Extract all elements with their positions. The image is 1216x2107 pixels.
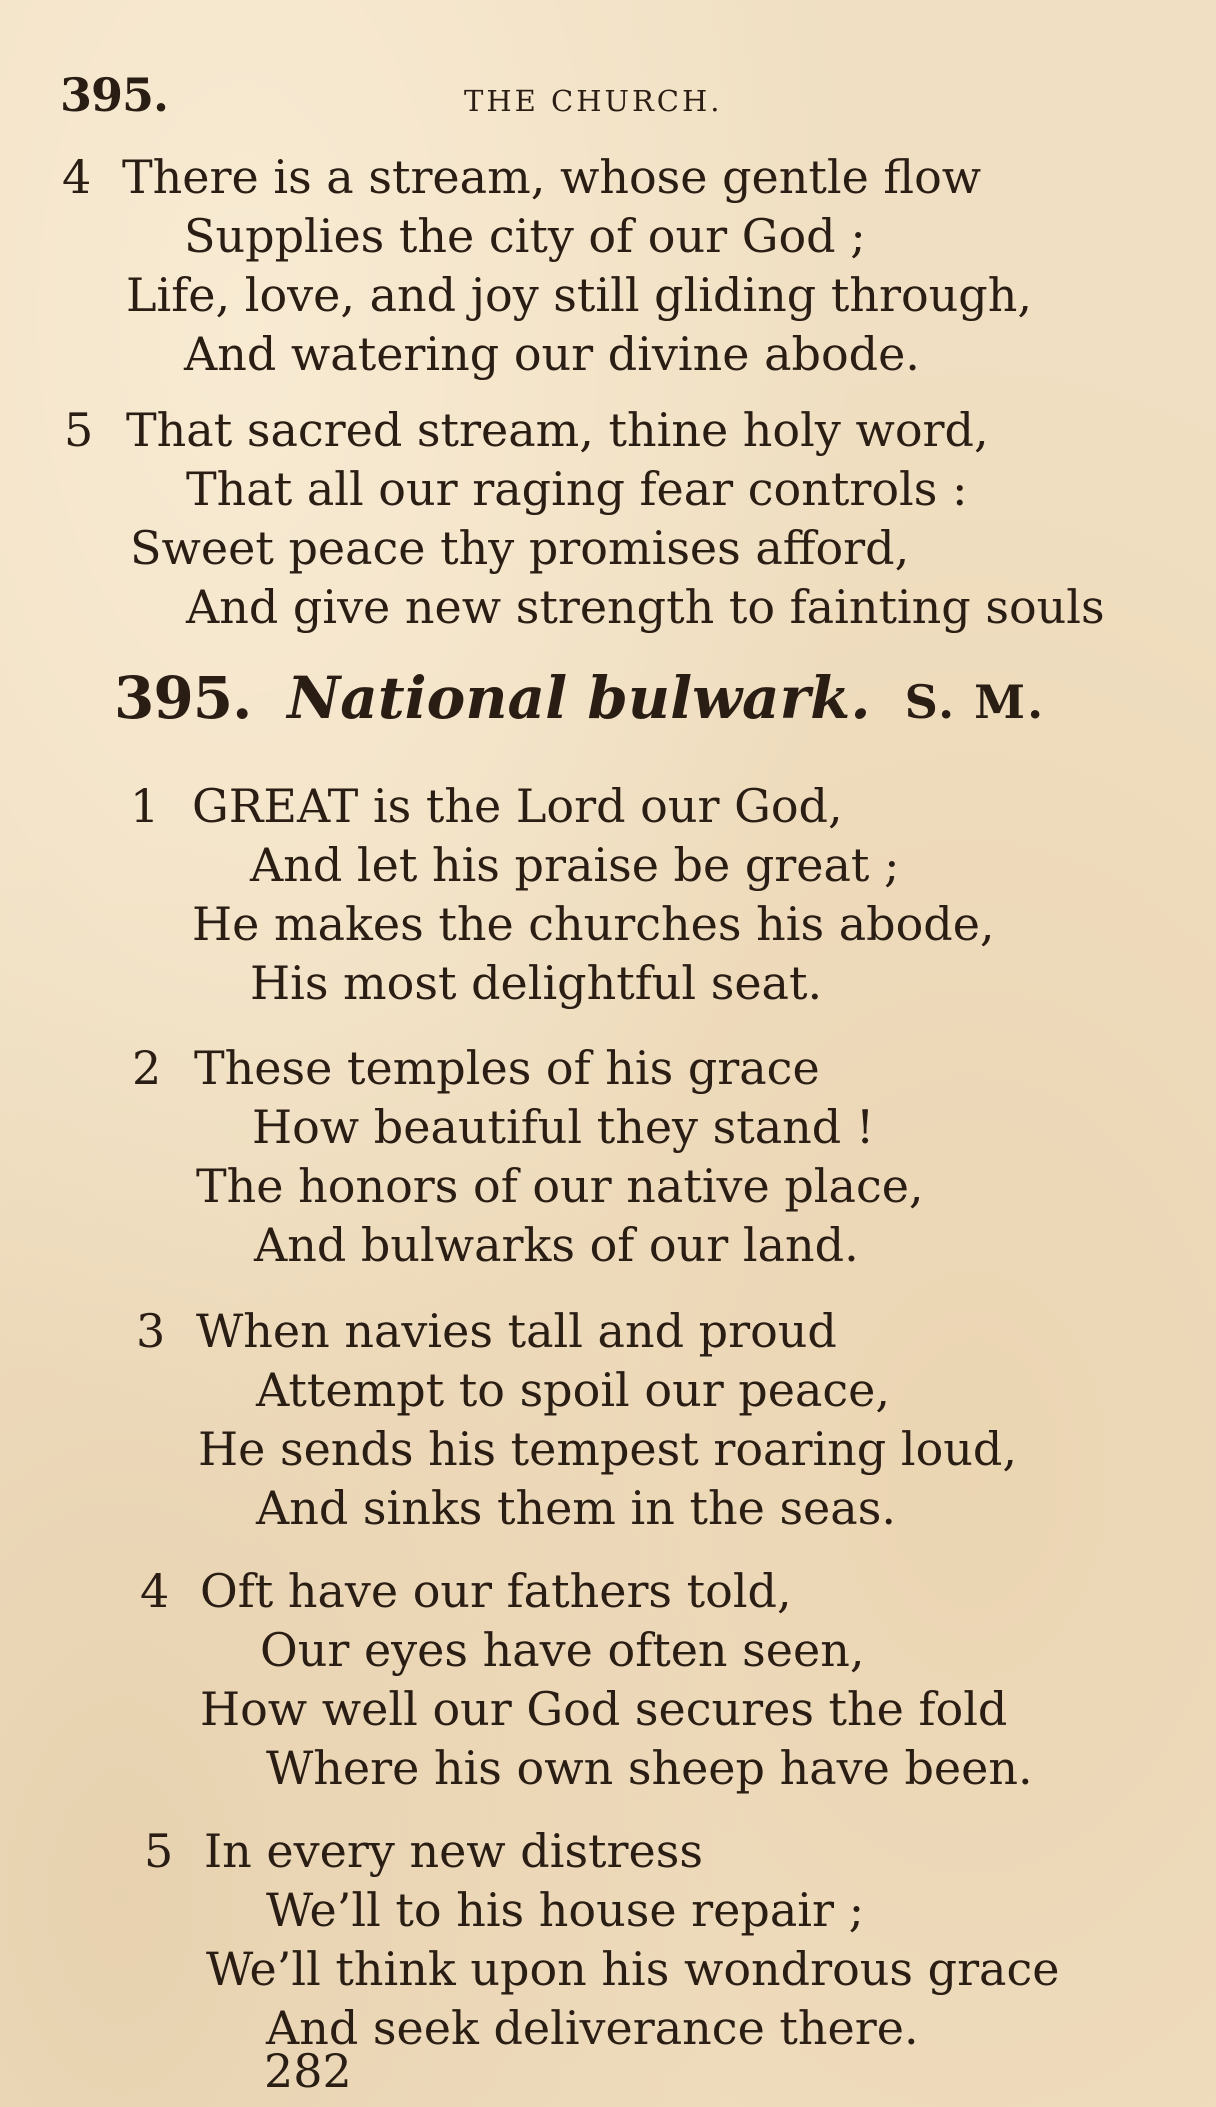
verse-line: We’ll to his house repair ; bbox=[266, 1883, 865, 1937]
verse-line: His most delightful seat. bbox=[250, 956, 823, 1010]
verse-line: Attempt to spoil our peace, bbox=[256, 1363, 891, 1417]
verse-line: These temples of his grace bbox=[194, 1041, 820, 1095]
page-hymn-marker: 395. bbox=[60, 68, 169, 122]
verse-line: The honors of our native place, bbox=[196, 1159, 924, 1213]
verse-line: Our eyes have often seen, bbox=[260, 1623, 865, 1677]
stanza-number: 2 bbox=[132, 1041, 162, 1095]
verse-line: Sweet peace thy promises afford, bbox=[130, 521, 910, 575]
verse-line: In every new distress bbox=[204, 1824, 703, 1878]
verse-line: How beautiful they stand ! bbox=[252, 1100, 875, 1154]
verse-line: We’ll think upon his wondrous grace bbox=[206, 1942, 1060, 1996]
verse-line: When navies tall and proud bbox=[196, 1304, 837, 1358]
stanza-number: 5 bbox=[144, 1824, 174, 1878]
hymn-meter: S. M. bbox=[904, 675, 1046, 729]
verse-line: There is a stream, whose gentle flow bbox=[122, 150, 982, 204]
verse-line: Supplies the city of our God ; bbox=[184, 209, 866, 263]
verse-line: GREAT is the Lord our God, bbox=[192, 779, 843, 833]
verse-line: Oft have our fathers told, bbox=[200, 1564, 792, 1618]
verse-line: And watering our divine abode. bbox=[184, 327, 920, 381]
stanza-number: 5 bbox=[64, 403, 94, 457]
stanza-number: 3 bbox=[136, 1304, 166, 1358]
verse-line: And bulwarks of our land. bbox=[254, 1218, 859, 1272]
verse-line: He sends his tempest roaring loud, bbox=[198, 1422, 1017, 1476]
verse-line: Life, love, and joy still gliding through, bbox=[126, 268, 1032, 322]
verse-line: Where his own sheep have been. bbox=[266, 1741, 1033, 1795]
stanza-number: 4 bbox=[62, 150, 92, 204]
running-head: THE CHURCH. bbox=[464, 84, 723, 118]
page-number: 282 bbox=[264, 2044, 352, 2098]
stanza-number: 4 bbox=[140, 1564, 170, 1618]
hymn-title: National bulwark. bbox=[287, 664, 871, 732]
stanza-number: 1 bbox=[130, 779, 160, 833]
verse-line: And let his praise be great ; bbox=[250, 838, 900, 892]
hymn-number: 395. bbox=[114, 664, 252, 732]
verse-line: And sinks them in the seas. bbox=[256, 1481, 896, 1535]
verse-line: He makes the churches his abode, bbox=[192, 897, 995, 951]
verse-line: And give new strength to fainting souls bbox=[186, 580, 1105, 634]
verse-line: That sacred stream, thine holy word, bbox=[126, 403, 989, 457]
hymn-heading bbox=[114, 664, 1045, 732]
verse-line: How well our God secures the fold bbox=[200, 1682, 1008, 1736]
verse-line: And seek deliverance there. bbox=[266, 2001, 919, 2055]
verse-line: That all our raging fear controls : bbox=[186, 462, 968, 516]
